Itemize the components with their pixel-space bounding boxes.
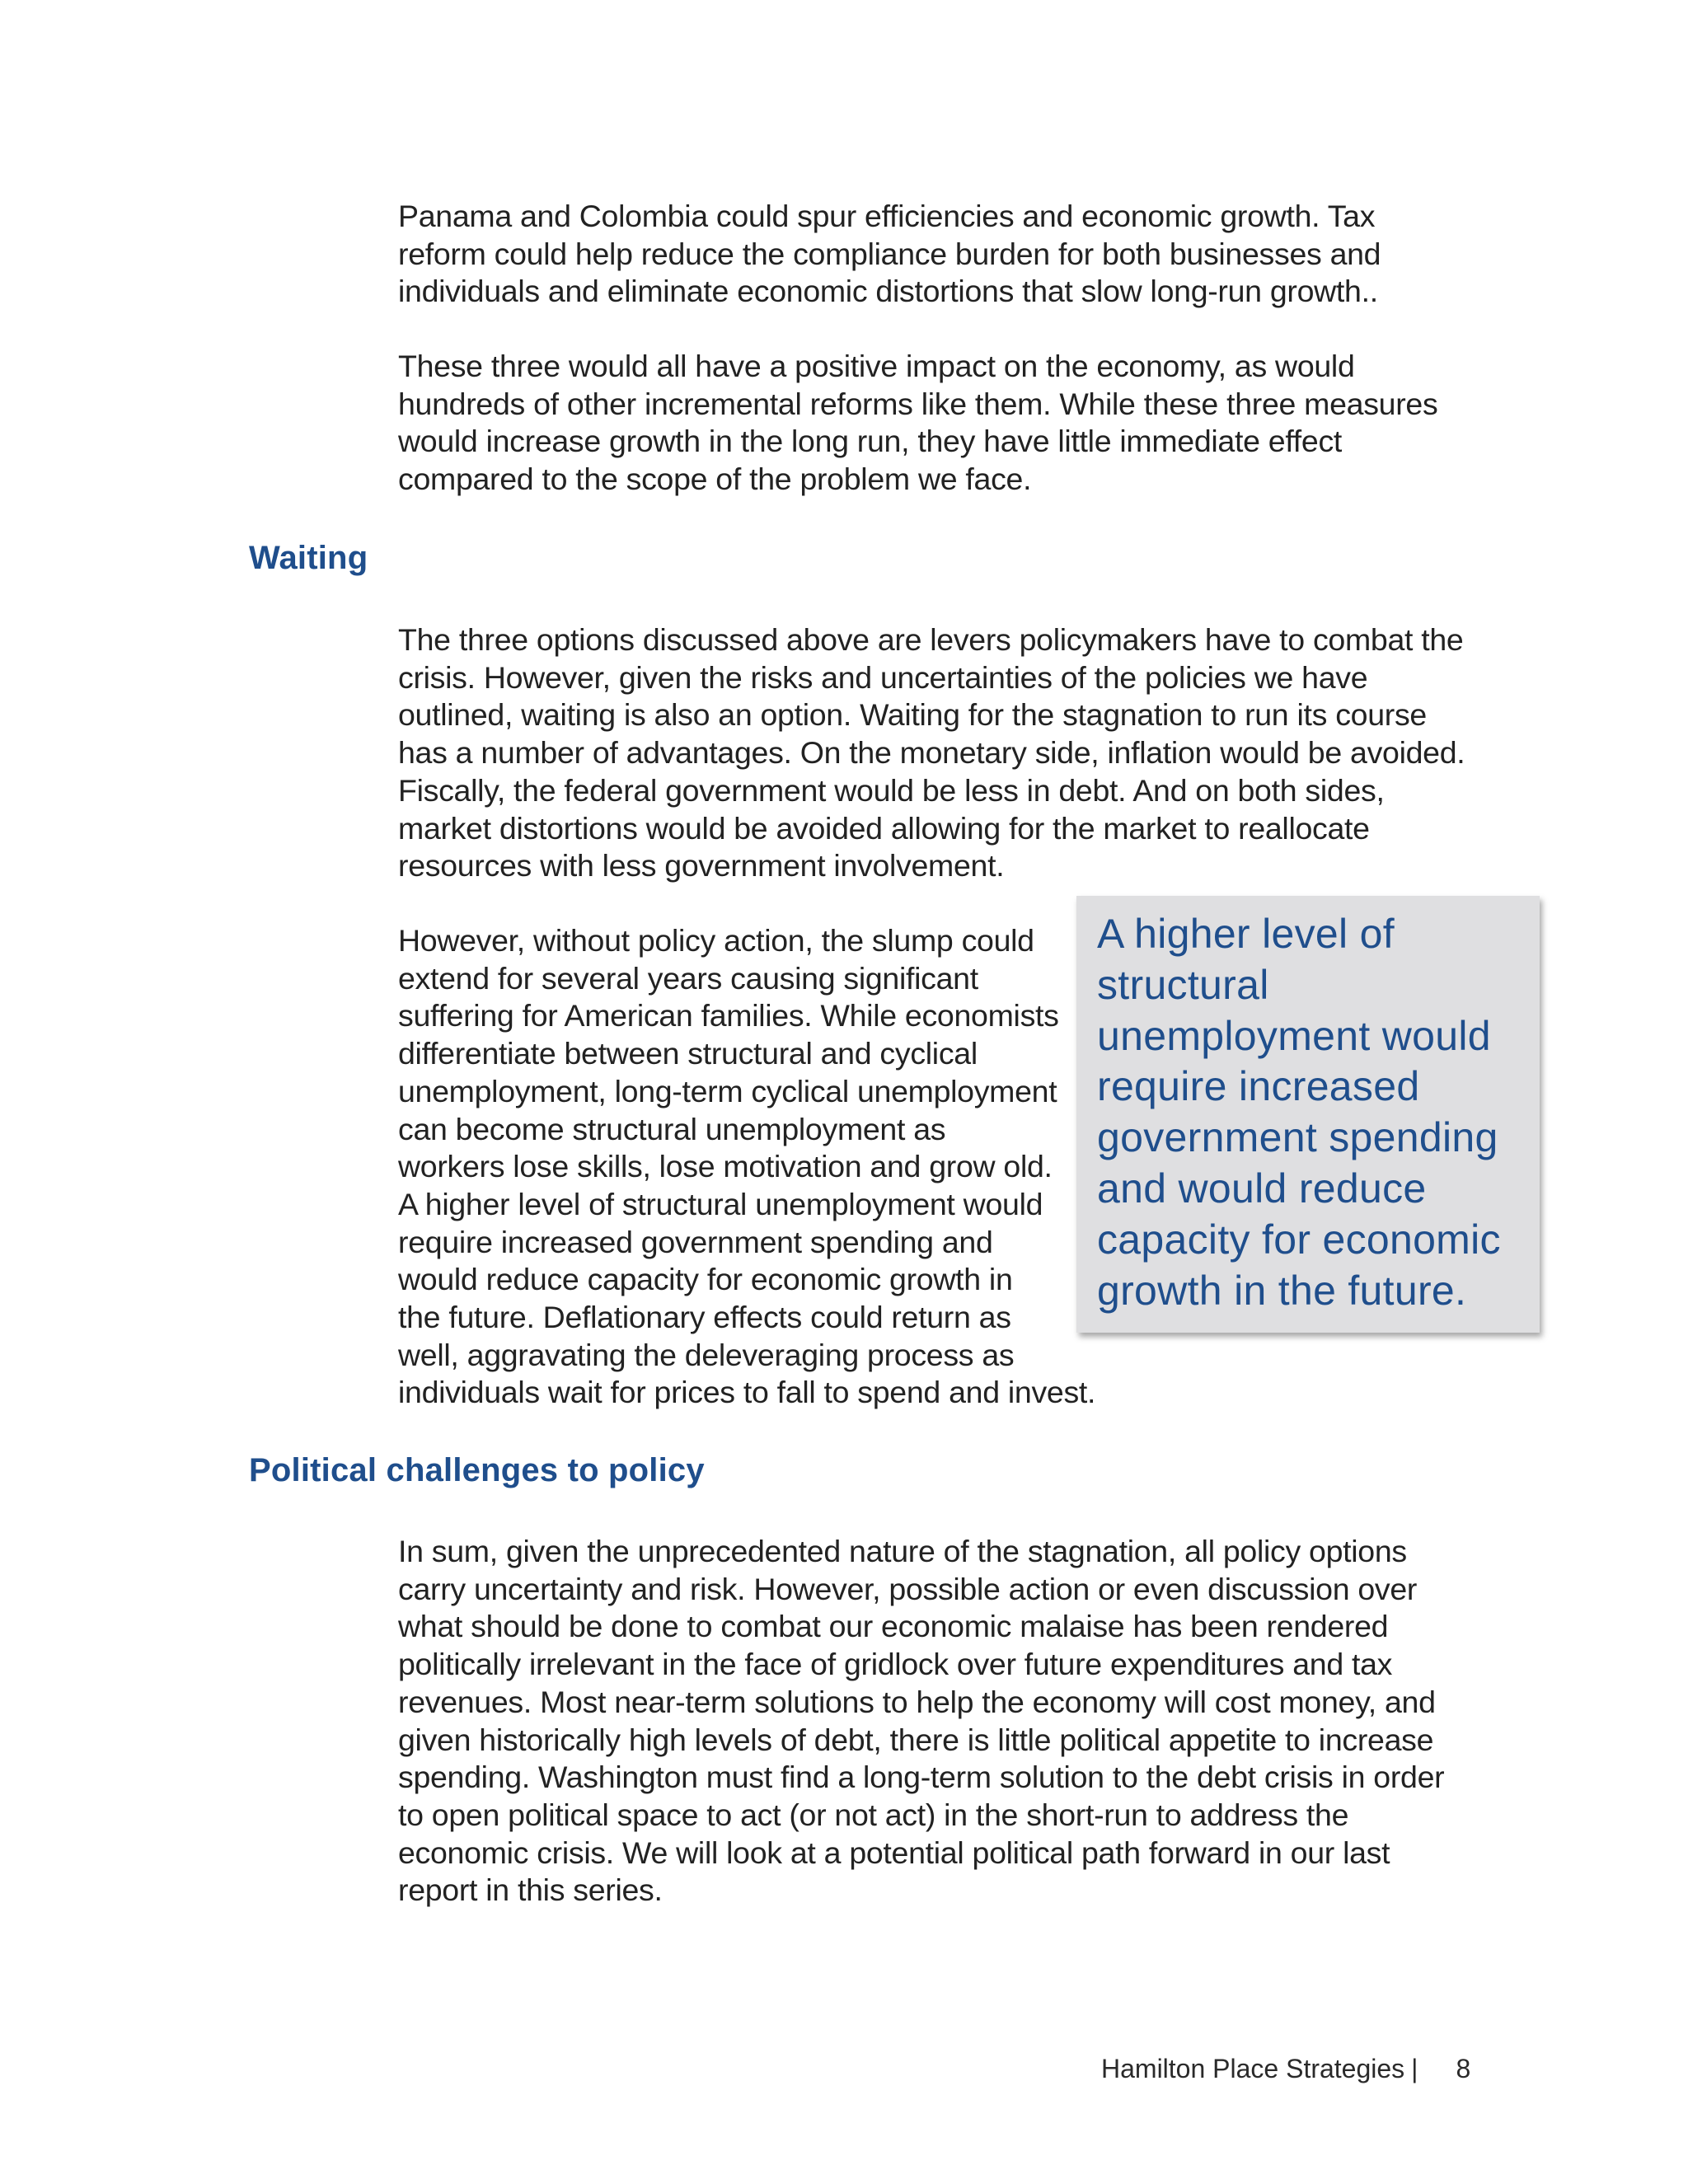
text-line: given historically high levels of debt, there is little political appetite to increase [398, 1722, 1434, 1757]
text-line: resources with less government involvement. [398, 848, 1005, 883]
pull-quote-line: A higher level of [1097, 911, 1395, 957]
text-line: economic crisis. We will look at a potential political path forward in our last [398, 1835, 1390, 1870]
text-line: differentiate between structural and cyclical [398, 1036, 978, 1071]
pull-quote-line: and would reduce [1097, 1165, 1427, 1212]
footer-separator: | [1411, 2054, 1418, 2083]
text-line: report in this series. [398, 1872, 663, 1908]
text-line: In sum, given the unprecedented nature of the stagnation, all policy options [398, 1534, 1407, 1568]
text-line: compared to the scope of the problem we face. [398, 462, 1032, 497]
text-line: individuals wait for prices to fall to spend and invest. [398, 1375, 1096, 1410]
section-heading-political: Political challenges to policy [249, 1452, 705, 1488]
text-line: reform could help reduce the compliance burden for both businesses and [398, 236, 1381, 271]
text-line: well, aggravating the deleveraging process as [398, 1337, 1015, 1372]
text-line: has a number of advantages. On the monetary side, inflation would be avoided. [398, 735, 1465, 771]
intro-paragraph [398, 198, 1381, 311]
text-line: to open political space to act (or not act) in the short-run to address the [398, 1797, 1349, 1832]
text-line: carry uncertainty and risk. However, possible action or even discussion over [398, 1571, 1418, 1606]
text-line: individuals and eliminate economic distortions that slow long-run growth.. [398, 274, 1378, 309]
pull-quote-line: structural [1097, 961, 1269, 1008]
text-line: hundreds of other incremental reforms like them. While these three measures [398, 386, 1438, 421]
text-line: suffering for American families. While economists [398, 998, 1059, 1033]
text-line: what should be done to combat our economic malaise has been rendered [398, 1609, 1389, 1644]
pull-quote-line: government spending [1097, 1114, 1498, 1161]
waiting-paragraph-1 [398, 621, 1465, 885]
text-line: outlined, waiting is also an option. Waiting for the stagnation to run its course [398, 697, 1427, 733]
text-line: market distortions would be avoided allowing for the market to reallocate [398, 810, 1370, 846]
text-line: workers lose skills, lose motivation and grow old. [398, 1149, 1053, 1184]
page-number: 8 [1456, 2054, 1471, 2083]
text-line: These three would all have a positive impact on the economy, as would [398, 349, 1355, 383]
text-line: However, without policy action, the slump could [398, 923, 1034, 958]
text-line: spending. Washington must find a long-term solution to the debt crisis in order [398, 1760, 1445, 1795]
pull-quote-line: capacity for economic [1097, 1216, 1501, 1263]
text-line: crisis. However, given the risks and uncertainties of the policies we have [398, 659, 1368, 695]
text-line: require increased government spending and [398, 1224, 993, 1259]
text-line: extend for several years causing significant [398, 960, 978, 996]
text-line: politically irrelevant in the face of gridlock over future expenditures and tax [398, 1647, 1393, 1682]
section-heading-waiting: Waiting [249, 540, 368, 576]
text-line: The three options discussed above are levers policymakers have to combat the [398, 622, 1464, 657]
pull-quote-box [1076, 896, 1540, 1333]
text-line: Panama and Colombia could spur efficiencies and economic growth. Tax [398, 199, 1376, 233]
text-line: Fiscally, the federal government would be less in debt. And on both sides, [398, 772, 1385, 808]
text-line: the future. Deflationary effects could return as [398, 1300, 1011, 1335]
text-line: would reduce capacity for economic growth in [398, 1262, 1013, 1297]
waiting-paragraph-2 [398, 922, 1095, 1412]
footer-organization: Hamilton Place Strategies [1101, 2054, 1405, 2083]
text-line: A higher level of structural unemployment would [398, 1186, 1043, 1221]
pull-quote-line: growth in the future. [1097, 1267, 1467, 1314]
text-line: can become structural unemployment as [398, 1111, 946, 1146]
text-line: would increase growth in the long run, they have little immediate effect [398, 424, 1343, 459]
three-reforms-paragraph [398, 348, 1437, 499]
political-paragraph [398, 1533, 1444, 1910]
text-line: unemployment, long-term cyclical unemployment [398, 1073, 1057, 1108]
text-line: revenues. Most near-term solutions to help the economy will cost money, and [398, 1684, 1436, 1719]
page-footer [1101, 2054, 1470, 2084]
pull-quote-line: unemployment would [1097, 1012, 1491, 1059]
pull-quote-line: require increased [1097, 1063, 1420, 1110]
